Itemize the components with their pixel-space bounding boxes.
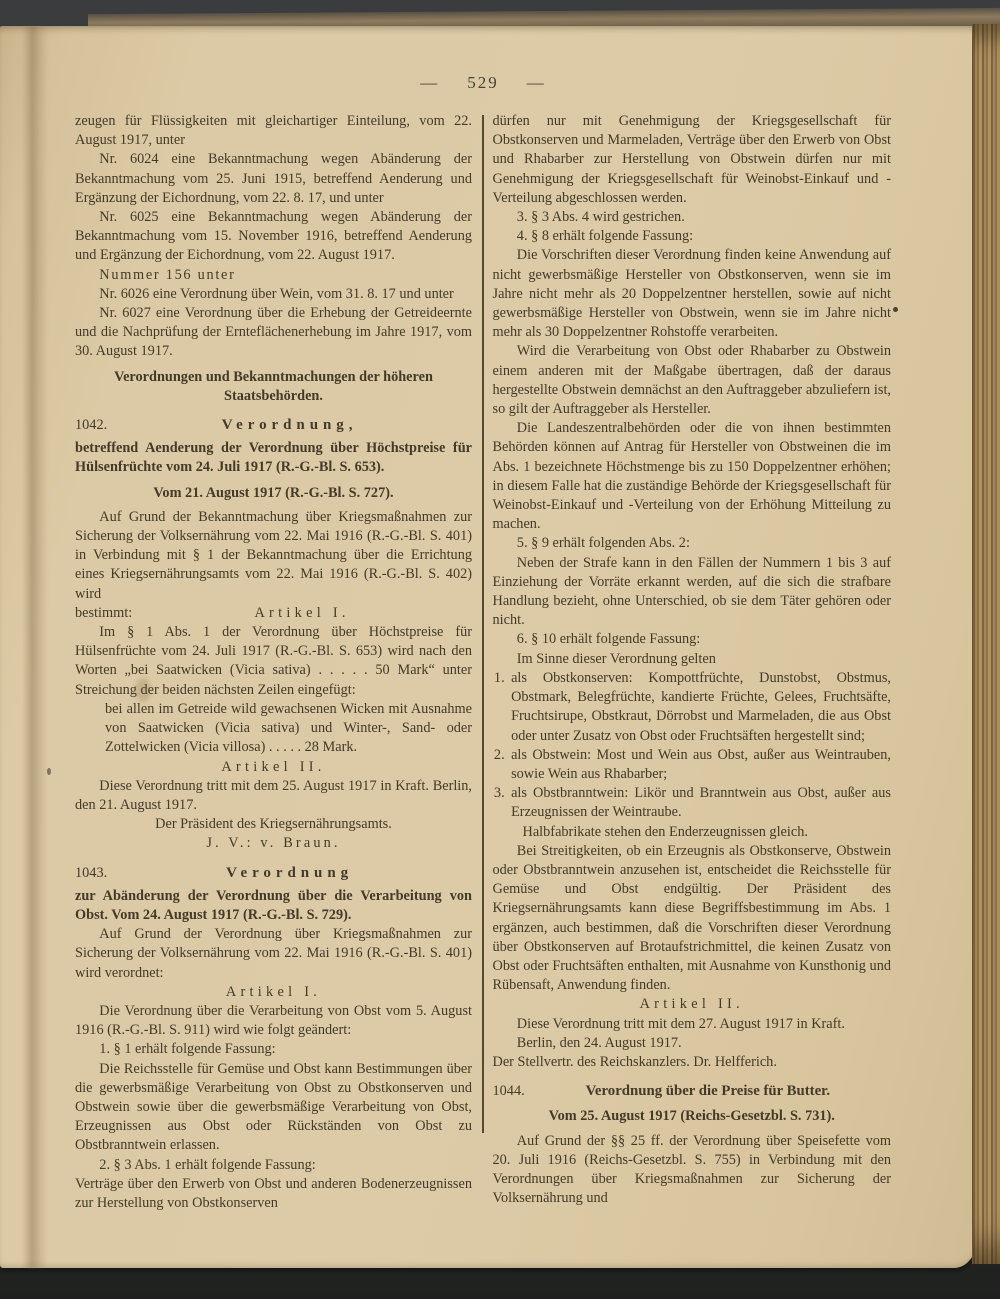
inserted-clause: Halbfabrikate stehen den Enderzeugnissen gleich.	[522, 823, 808, 840]
paragraph: Im Sinne dieser Verordnung gelten	[516, 650, 716, 667]
list-item-number: 3.	[493, 785, 505, 802]
left-column	[75, 112, 472, 1213]
inserted-clause: bei allen im Getreide wild gewachsenen Wicken mit Ausnahme von Saatwicken (Vicia sativa) und Winter-, Sand- oder Zottelwicken (Vicia villosa) . . . . . 28 Mark.	[105, 700, 472, 756]
page-number: 529	[467, 73, 499, 92]
column-divider	[482, 115, 484, 1133]
paragraph: betreffend Aenderung der Verordnung über Höchstpreise für Hülsenfrüchte vom 24. Juli 1917 (R.-G.-Bl. S. 653).	[75, 440, 472, 476]
paragraph: 6. § 10 erhält folgende Fassung:	[516, 631, 701, 648]
list-item	[493, 784, 892, 822]
paragraph: Nr. 6027 eine Verordnung über die Erhebung der Getreideernte und die Nachprüfung der Ernteflächenerhebung im Jahre 1917, vom 30. August 1917.	[75, 305, 472, 360]
article-heading: Artikel I.	[225, 983, 322, 1000]
heading: Vom 25. August 1917 (Reichs-Gesetzbl. S. 731).	[548, 1108, 835, 1125]
page-header	[75, 73, 891, 93]
right-column	[493, 112, 892, 1213]
decree-1044-heading	[493, 1082, 892, 1101]
decree-title: Verordnung	[226, 864, 354, 881]
split-line	[75, 604, 472, 623]
paragraph: Nr. 6025 eine Bekanntmachung wegen Abänderung der Bekanntmachung vom 15. November 1916, betreffend Aenderung und Ergänzung der Eichordnung, vom 22. August 1917.	[75, 209, 472, 264]
decree-title: Verordnung über die Preise für Butter.	[585, 1083, 831, 1100]
book-page	[0, 26, 976, 1268]
paragraph: Diese Verordnung tritt mit dem 25. August 1917 in Kraft. Berlin, den 21. August 1917.	[75, 777, 472, 813]
page-number-dash-left: —	[420, 73, 440, 92]
paragraph: Die Vorschriften dieser Verordnung finden keine Anwendung auf nicht gewerbsmäßige Hersteller von Obstkonserven, wenn sie im Jahre nicht mehr als 20 Doppelzentner herstellen, sowie auf nicht gewerbsmäßige Hersteller von Obstwein, wenn sie im Jahre nicht mehr als 30 Doppelzentner Rohstoffe verarbeiten.	[492, 247, 891, 341]
signature-braun: J. V.: v. Braun.	[206, 835, 341, 852]
paragraph: Bei Streitigkeiten, ob ein Erzeugnis als Obstkonserve, Obstwein oder Obstbranntwein anzusehen ist, entscheidet die Reichsstelle für Gemüse und Obst endgültig. Der Präsident des Kriegsernährungsamts kann diese Begriffsbestimmung im Abs. 1 ergänzen, auch bestimmen, daß die Vorschriften dieser Verordnung über Obstkonserven auf Brotaufstrichmittel, die keinen Zusatz von Obst oder Fruchtsäften enthalten, mit Ausnahme von Kunsthonig und Rübensaft, Anwendung finden.	[492, 842, 891, 994]
signature-line: Der Präsident des Kriegsernährungsamts.	[155, 816, 392, 833]
article-heading: Artikel II.	[639, 996, 744, 1013]
text-columns	[75, 112, 891, 1213]
article-heading: Artikel II.	[221, 758, 326, 775]
ink-speck	[893, 307, 898, 312]
decree-number: 1043.	[75, 864, 108, 881]
list-item	[493, 669, 892, 746]
book-fore-edge	[972, 24, 1000, 1264]
list-item	[493, 746, 892, 784]
list-item-text: als Obstbranntwein: Likör und Branntwein aus Obst, außer aus Erzeugnissen der Weintraube.	[511, 785, 891, 821]
paragraph: Verträge über den Erwerb von Obst und anderen Bodenerzeugnissen zur Herstellung von Obstkonserven	[75, 1175, 472, 1211]
heading: Vom 21. August 1917 (R.-G.-Bl. S. 727).	[153, 484, 394, 501]
paragraph: 2. § 3 Abs. 1 erhält folgende Fassung:	[99, 1156, 316, 1173]
paragraph: Auf Grund der Verordnung über Kriegsmaßnahmen zur Sicherung der Volksernährung vom 22. Mai 1916 (R.-G.-Bl. S. 401) wird verordnet:	[75, 926, 472, 981]
list-item-text: als Obstwein: Most und Wein aus Obst, außer aus Weintrauben, sowie Wein aus Rhabarber;	[511, 746, 891, 782]
decree-1042-heading	[75, 416, 472, 435]
page-number-dash-right: —	[526, 73, 546, 92]
paragraph: Die Landeszentralbehörden oder die von ihnen bestimmten Behörden können auf Antrag für Hersteller von Obstweinen die im Abs. 1 bezeichnete Höchstmenge bis zu 150 Doppelzentner erhöhen; in diesem Falle hat die zuständige Behörde der Kriegsgesellschaft für Weinobst-Einkauf und -Verteilung von der Erhöhung Mitteilung zu machen.	[492, 420, 891, 533]
paragraph: Berlin, den 24. August 1917.	[516, 1034, 682, 1051]
section-heading: Verordnungen und Bekanntmachungen der höheren Staatsbehörden.	[114, 368, 433, 404]
list-item-text: als Obstkonserven: Kompottfrüchte, Dunstobst, Obstmus, Obstmark, Belegfrüchte, kandierte Früchte, Gelees, Fruchtsäfte, Fruchtsirupe, Obstkraut, Dörrobst und Marmeladen, die aus Obst oder unter Zusatz von Obst oder Fruchtsäften hergestellt sind;	[511, 669, 891, 744]
decree-1043-heading	[75, 864, 472, 883]
paragraph: 5. § 9 erhält folgenden Abs. 2:	[516, 535, 690, 552]
paragraph: dürfen nur mit Genehmigung der Kriegsgesellschaft für Obstkonserven und Marmeladen, Verträge über den Erwerb von Obst und Rhabarber zur Herstellung von Obstwein dürfen nur mit Genehmigung der Kriegsgesellschaft für Weinobst-Einkauf und -Verteilung abgeschlossen werden.	[492, 113, 891, 206]
paragraph: Auf Grund der §§ 25 ff. der Verordnung über Speisefette vom 20. Juli 1916 (Reichs-Gesetzbl. S. 755) in Verbindung mit den Verordnungen über Kriegsmaßnahmen zur Sicherung der Volksernährung und	[492, 1132, 891, 1207]
paragraph: Neben der Strafe kann in den Fällen der Nummern 1 bis 3 auf Einziehung der Vorräte erkannt werden, auf die sich die strafbare Handlung bezieht, ohne Unterschied, ob sie dem Täter gehören oder nicht.	[492, 554, 891, 629]
paragraph: Im § 1 Abs. 1 der Verordnung über Höchstpreise für Hülsenfrüchte vom 24. Juli 1917 (R.-G.-Bl. S. 653) wird nach den Worten „bei Saatwicken (Vicia sativa) . . . . . 50 Mark“ unter Streichung der beiden nächsten Zeilen eingefügt:	[75, 624, 472, 698]
paragraph: Nr. 6024 eine Bekanntmachung wegen Abänderung der Bekanntmachung vom 25. Juni 1915, betreffend Aenderung und Ergänzung der Eichordnung, vom 22. 8. 17, und unter	[75, 151, 472, 206]
list-item-number: 2.	[493, 746, 505, 763]
paragraph: Die Reichsstelle für Gemüse und Obst kann Bestimmungen über die gewerbsmäßige Verarbeitung von Obst zu Obstkonserven und Obstwein sowie über die gewerbsmäßige Verarbeitung von Obst, Erzeugnissen aus Obst oder Rückständen von Obst zu Obstbranntwein erlassen.	[75, 1060, 472, 1154]
signature-helfferich: Der Stellvertr. des Reichskanzlers. Dr. Helfferich.	[492, 1053, 777, 1070]
line-left-text: bestimmt:	[75, 604, 133, 621]
paragraph: zur Abänderung der Verordnung über die Verarbeitung von Obst. Vom 24. August 1917 (R.-G.-Bl. S. 729).	[75, 887, 472, 923]
paragraph: Auf Grund der Bekanntmachung über Kriegsmaßnahmen zur Sicherung der Volksernährung vom 22. Mai 1916 (R.-G.-Bl. S. 401) in Verbindung mit § 1 der Bekanntmachung über die Errichtung eines Kriegsernährungsamts vom 22. Mai 1916 (R.-G.-Bl. S. 402) wird	[75, 508, 472, 602]
paragraph: Wird die Verarbeitung von Obst oder Rhabarber zu Obstwein einem anderen mit der Maßgabe übertragen, daß der daraus hergestellte Obstwein demnächst an den Auftraggeber abzuliefern ist, so gilt der Auftraggeber als Hersteller.	[492, 343, 891, 418]
paragraph: Nr. 6026 eine Verordnung über Wein, vom 31. 8. 17 und unter	[99, 285, 454, 302]
paragraph: 4. § 8 erhält folgende Fassung:	[516, 228, 694, 245]
decree-number: 1042.	[75, 417, 108, 434]
decree-title: Verordnung,	[221, 417, 358, 434]
page-fold-shadow	[22, 26, 48, 1268]
paragraph: Nummer 156 unter	[99, 266, 236, 283]
paragraph: 1. § 1 erhält folgende Fassung:	[99, 1041, 276, 1058]
paragraph: 3. § 3 Abs. 4 wird gestrichen.	[516, 209, 685, 226]
paragraph: Diese Verordnung tritt mit dem 27. August 1917 in Kraft.	[516, 1015, 845, 1032]
paragraph: Die Verordnung über die Verarbeitung von Obst vom 5. August 1916 (R.-G.-Bl. S. 911) wird wie folgt geändert:	[75, 1002, 472, 1039]
decree-number: 1044.	[492, 1083, 525, 1100]
paragraph: zeugen für Flüssigkeiten mit gleichartiger Einteilung, vom 22. August 1917, unter	[75, 113, 472, 149]
list-item-number: 1.	[493, 669, 505, 686]
ink-speck	[47, 768, 51, 775]
line-center-text: Artikel I.	[254, 604, 350, 621]
